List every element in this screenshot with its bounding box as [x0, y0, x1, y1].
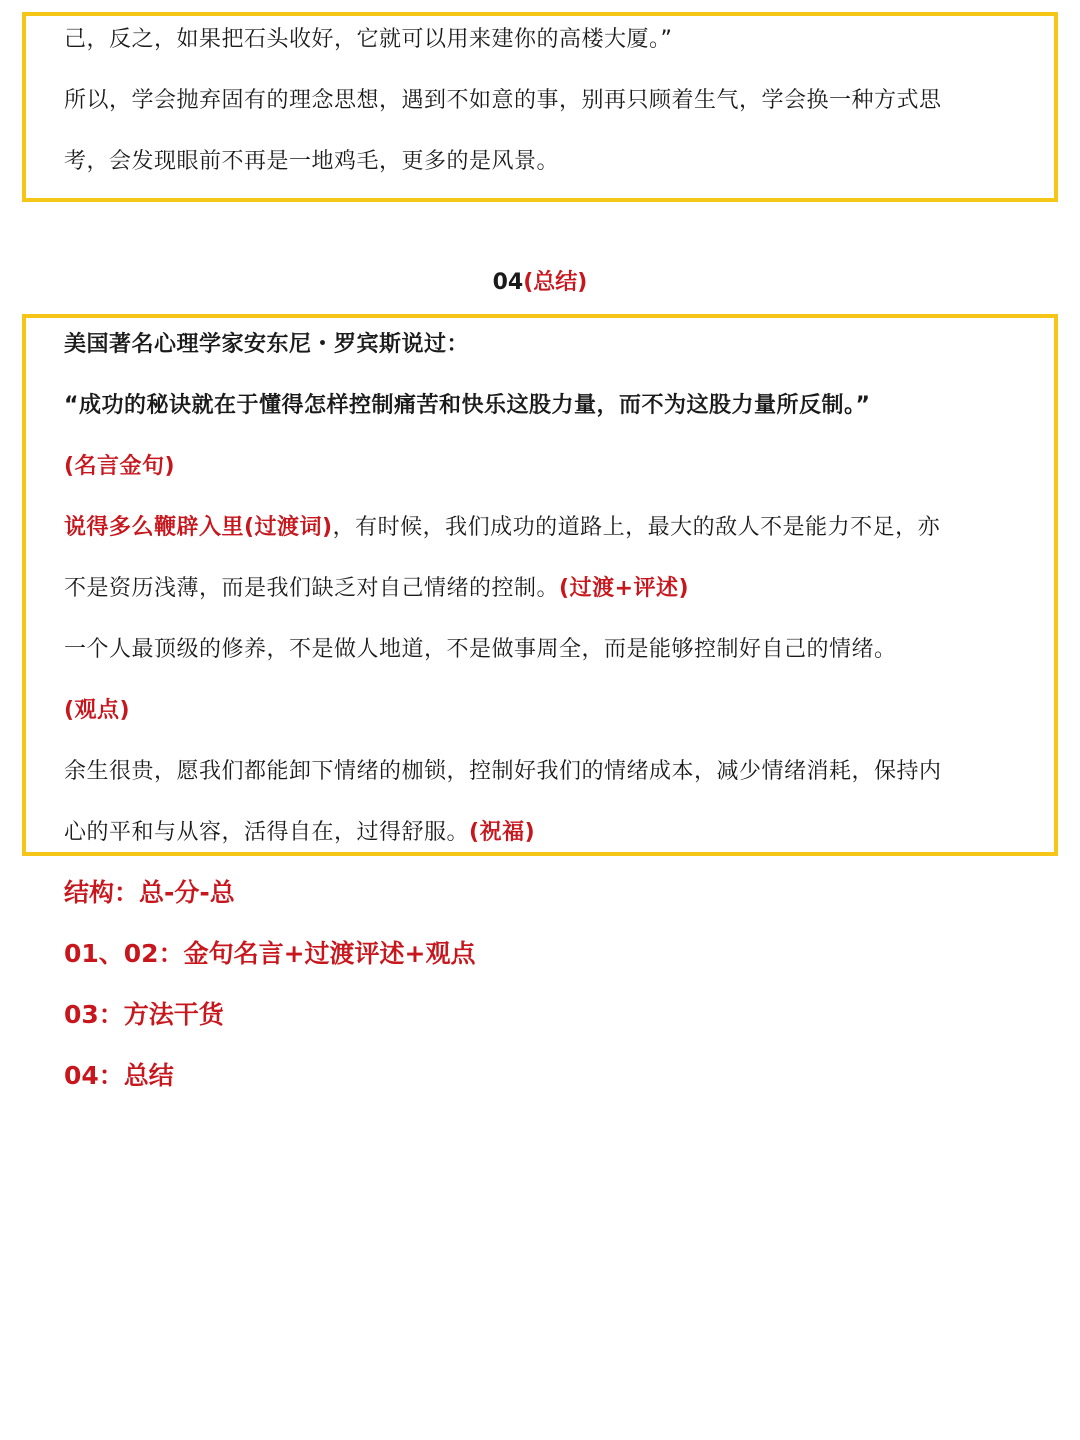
prev-line-2: 所以，学会抛弃固有的理念思想，遇到不如意的事，别再只顾着生气，学会换一种方式思 [64, 88, 942, 113]
summary-structure: 结构：总-分-总 [64, 878, 235, 907]
intro-line: 美国著名心理学家安东尼・罗宾斯说过： [64, 332, 470, 357]
paragraph-1-line-1 [64, 513, 940, 543]
section-04-label: (总结) [523, 270, 588, 295]
quote-line: “成功的秘诀就在于懂得怎样控制痛苦和快乐这股力量，而不为这股力量所反制。” [64, 393, 871, 418]
paragraph-1-line-2-text: 不是资历浅薄，而是我们缺乏对自己情绪的控制。 [64, 576, 560, 601]
prev-line-3: 考，会发现眼前不再是一地鸡毛，更多的是风景。 [64, 149, 560, 174]
paragraph-1-line-2 [64, 574, 689, 604]
summary-item-1: 01、02：金句名言+过渡评述+观点 [64, 939, 476, 968]
tag-quote: (名言金句) [64, 454, 176, 479]
paragraph-1-rest: ，有时候，我们成功的道路上，最大的敌人不是能力不足，亦 [332, 515, 941, 540]
paragraph-3-line-1: 余生很贵，愿我们都能卸下情绪的枷锁，控制好我们的情绪成本，减少情绪消耗，保持内 [64, 759, 942, 784]
tag-blessing: (祝福) [469, 820, 536, 845]
paragraph-2: 一个人最顶级的修养，不是做人地道，不是做事周全，而是能够控制好自己的情绪。 [64, 637, 897, 662]
tag-view: (观点) [64, 698, 131, 723]
summary-item-3: 04：总结 [64, 1061, 174, 1090]
tag-transition-comment: (过渡+评述) [559, 576, 690, 601]
section-04-heading [0, 268, 1080, 298]
prev-line-1: 己，反之，如果把石头收好，它就可以用来建你的高楼大厦。” [64, 27, 673, 52]
transition-phrase: 说得多么鞭辟入里(过渡词) [64, 515, 333, 540]
paragraph-3-line-2-text: 心的平和与从容，活得自在，过得舒服。 [64, 820, 470, 845]
section-04-number: 04 [492, 270, 524, 295]
paragraph-3-line-2 [64, 818, 535, 848]
summary-item-2: 03：方法干货 [64, 1000, 224, 1029]
